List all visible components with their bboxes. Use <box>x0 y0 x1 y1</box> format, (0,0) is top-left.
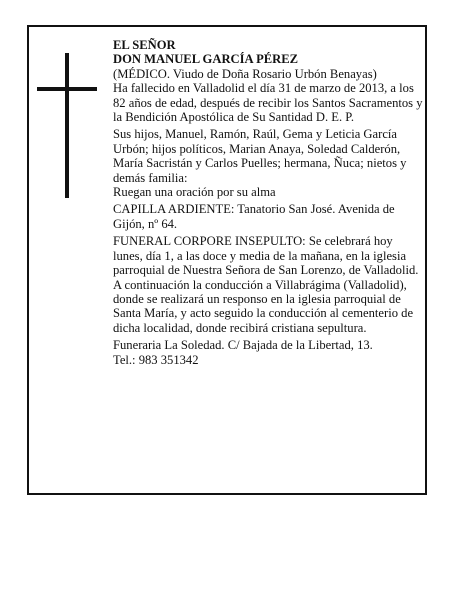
prayer-request: Ruegan una oración por su alma <box>113 185 276 200</box>
death-info: Ha fallecido en Valladolid el día 31 de marzo de 2013, a los 82 años de edad, después de recibir los Santos Sacramentos y la Bendición Apostólica de Su Santidad D. E. P. <box>113 81 423 125</box>
cross-icon <box>37 53 97 198</box>
funeral-info: FUNERAL CORPORE INSEPULTO: Se celebrará hoy lunes, día 1, a las doce y media de la mañana, en la iglesia parroquial de Nuestra Señora de San Lorenzo, de Valladolid. A continuación la conducción a Villabrágima (Valladolid), donde se realizará un responso en la iglesia parroquial de Santa María, y acto seguido la conducción al cementerio de dicha localidad, donde recibirá cristiana sepultura. <box>113 234 419 335</box>
title-line-1: EL SEÑOR <box>113 38 176 52</box>
funeral-home: Funeraria La Soledad. C/ Bajada de la Libertad, 13. <box>113 338 373 353</box>
chapel-info: CAPILLA ARDIENTE: Tanatorio San José. Avenida de Gijón, nº 64. <box>113 202 395 231</box>
deceased-name: DON MANUEL GARCÍA PÉREZ <box>113 52 299 67</box>
deceased-subtitle: (MÉDICO. Viudo de Doña Rosario Urbón Benayas) <box>113 66 377 81</box>
cross-horizontal-bar <box>37 87 97 91</box>
family-paragraph: Sus hijos, Manuel, Ramón, Raúl, Gema y Leticia García Urbón; hijos políticos, Marian Anaya, Soledad Calderón, María Sacristán y Carlos Puelles; hermana, Ñuca; nietos y demás familia: <box>113 127 407 185</box>
phone-number: Tel.: 983 351342 <box>113 352 199 367</box>
cross-vertical-bar <box>65 53 69 198</box>
obituary-text <box>113 38 423 367</box>
